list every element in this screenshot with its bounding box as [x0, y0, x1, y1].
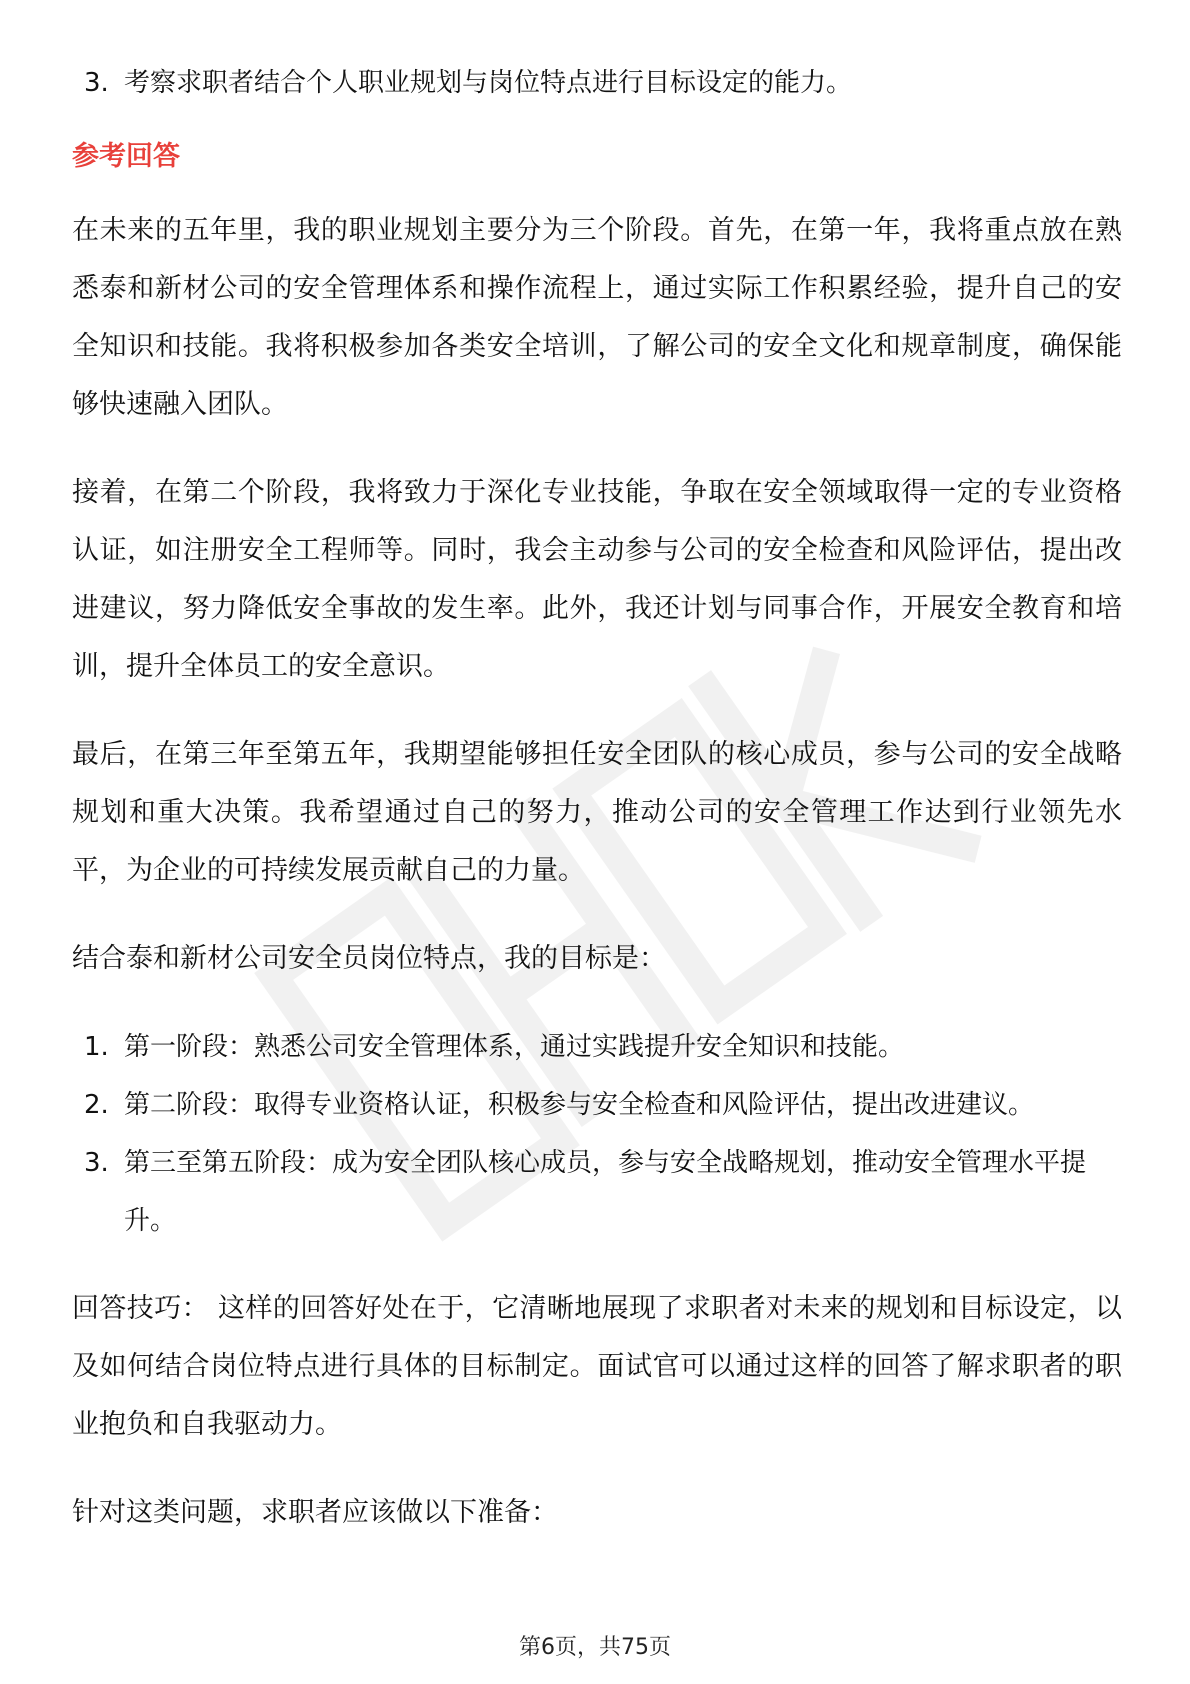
answer-paragraph-2: 接着，在第二个阶段，我将致力于深化专业技能，争取在安全领域取得一定的专业资格认证，如注册安全工程师等。同时，我会主动参与公司的安全检查和风险评估，提出改进建议，努力降低安全事故的发生率。此外，我还计划与同事合作，开展安全教育和培训，提升全体员工的安全意识。	[72, 477, 1122, 682]
intro-list	[72, 54, 1122, 112]
list-item-text: 考察求职者结合个人职业规划与岗位特点进行目标设定的能力。	[124, 68, 853, 98]
list-item	[72, 1076, 1122, 1134]
tips-paragraph: 回答技巧： 这样的回答好处在于，它清晰地展现了求职者对未来的规划和目标设定，以及如何结合岗位特点进行具体的目标制定。面试官可以通过这样的回答了解求职者的职业抱负和自我驱动力。	[72, 1293, 1122, 1440]
list-number: 2.	[84, 1090, 109, 1120]
list-item-text: 第三至第五阶段：成为安全团队核心成员，参与安全战略规划，推动安全管理水平提升。	[124, 1148, 1087, 1236]
answer-paragraph-1: 在未来的五年里，我的职业规划主要分为三个阶段。首先，在第一年，我将重点放在熟悉泰和新材公司的安全管理体系和操作流程上，通过实际工作积累经验，提升自己的安全知识和技能。我将积极参加各类安全培训，了解公司的安全文化和规章制度，确保能够快速融入团队。	[72, 215, 1122, 420]
page-footer: 第6页，共75页	[519, 1635, 671, 1660]
list-number: 1.	[84, 1032, 109, 1062]
list-item	[72, 1134, 1122, 1250]
list-number: 3.	[84, 1148, 109, 1178]
list-item-text: 第一阶段：熟悉公司安全管理体系，通过实践提升安全知识和技能。	[124, 1032, 905, 1062]
prep-paragraph: 针对这类问题，求职者应该做以下准备：	[72, 1497, 558, 1528]
list-number: 3.	[84, 68, 109, 98]
goals-list	[72, 1018, 1122, 1250]
list-item	[72, 1018, 1122, 1076]
list-item	[72, 54, 1122, 112]
list-item-text: 第二阶段：取得专业资格认证，积极参与安全检查和风险评估，提出改进建议。	[124, 1090, 1035, 1120]
main-content	[72, 54, 1122, 1572]
goals-intro: 结合泰和新材公司安全员岗位特点，我的目标是：	[72, 943, 666, 974]
section-heading: 参考回答	[72, 141, 180, 172]
answer-paragraph-3: 最后，在第三年至第五年，我期望能够担任安全团队的核心成员，参与公司的安全战略规划和重大决策。我希望通过自己的努力，推动公司的安全管理工作达到行业领先水平，为企业的可持续发展贡献自己的力量。	[72, 739, 1122, 886]
